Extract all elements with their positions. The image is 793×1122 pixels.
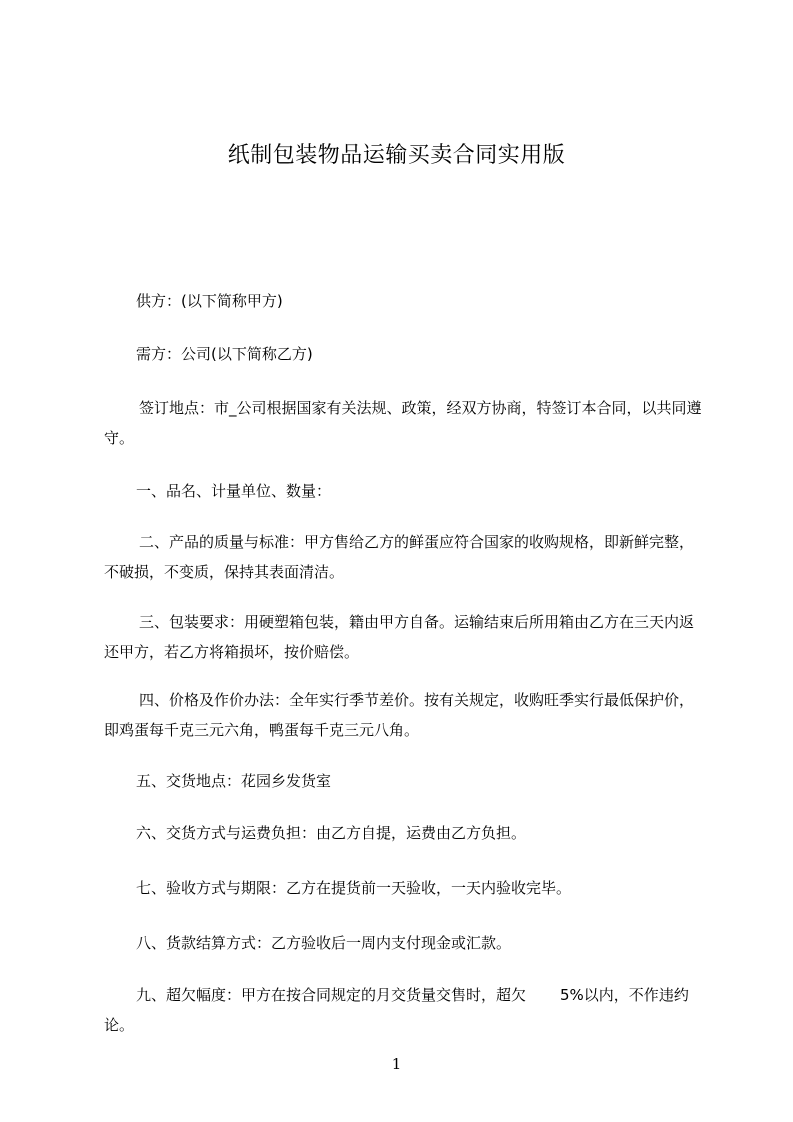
paragraph-buyer: 需方：公司(以下简称乙方) — [136, 345, 313, 363]
paragraph-clause-2: 二、产品的质量与标准：甲方售给乙方的鲜蛋应符合国家的收购规格，即新鲜完整，不破损，不变质，保持其表面清洁。 — [104, 533, 695, 581]
paragraph-clause-4: 四、价格及作价办法：全年实行季节差价。按有关规定，收购旺季实行最低保护价，即鸡蛋每千克三元六角，鸭蛋每千克三元八角。 — [104, 691, 695, 739]
paragraph-supplier: 供方：(以下简称甲方) — [136, 292, 283, 310]
paragraph-clause-5: 五、交货地点：花园乡发货室 — [136, 772, 332, 790]
paragraph-clause-9 — [104, 980, 704, 1040]
clause-9-text-before: 九、超欠幅度：甲方在按合同规定的月交货量交售时，超欠 — [136, 986, 527, 1004]
page-number: 1 — [391, 1055, 402, 1073]
document-title: 纸制包装物品运输买卖合同实用版 — [227, 143, 566, 168]
paragraph-clause-3: 三、包装要求：用硬塑箱包装，籍由甲方自备。运输结束后所用箱由乙方在三天内返还甲方，若乙方将箱损坏，按价赔偿。 — [104, 613, 695, 661]
paragraph-clause-8: 八、货款结算方式：乙方验收后一周内支付现金或汇款。 — [136, 934, 512, 952]
clause-9-text-after: 5%以内，不作违约论。 — [104, 986, 689, 1034]
paragraph-clause-6: 六、交货方式与运费负担：由乙方自提，运费由乙方负担。 — [136, 824, 527, 842]
paragraph-signing-place: 签订地点：市_公司根据国家有关法规、政策，经双方协商，特签订本合同，以共同遵守。 — [104, 399, 702, 447]
paragraph-clause-7: 七、验收方式与期限：乙方在提货前一天验收，一天内验收完毕。 — [136, 879, 572, 897]
paragraph-clause-1: 一、品名、计量单位、数量： — [136, 482, 332, 500]
